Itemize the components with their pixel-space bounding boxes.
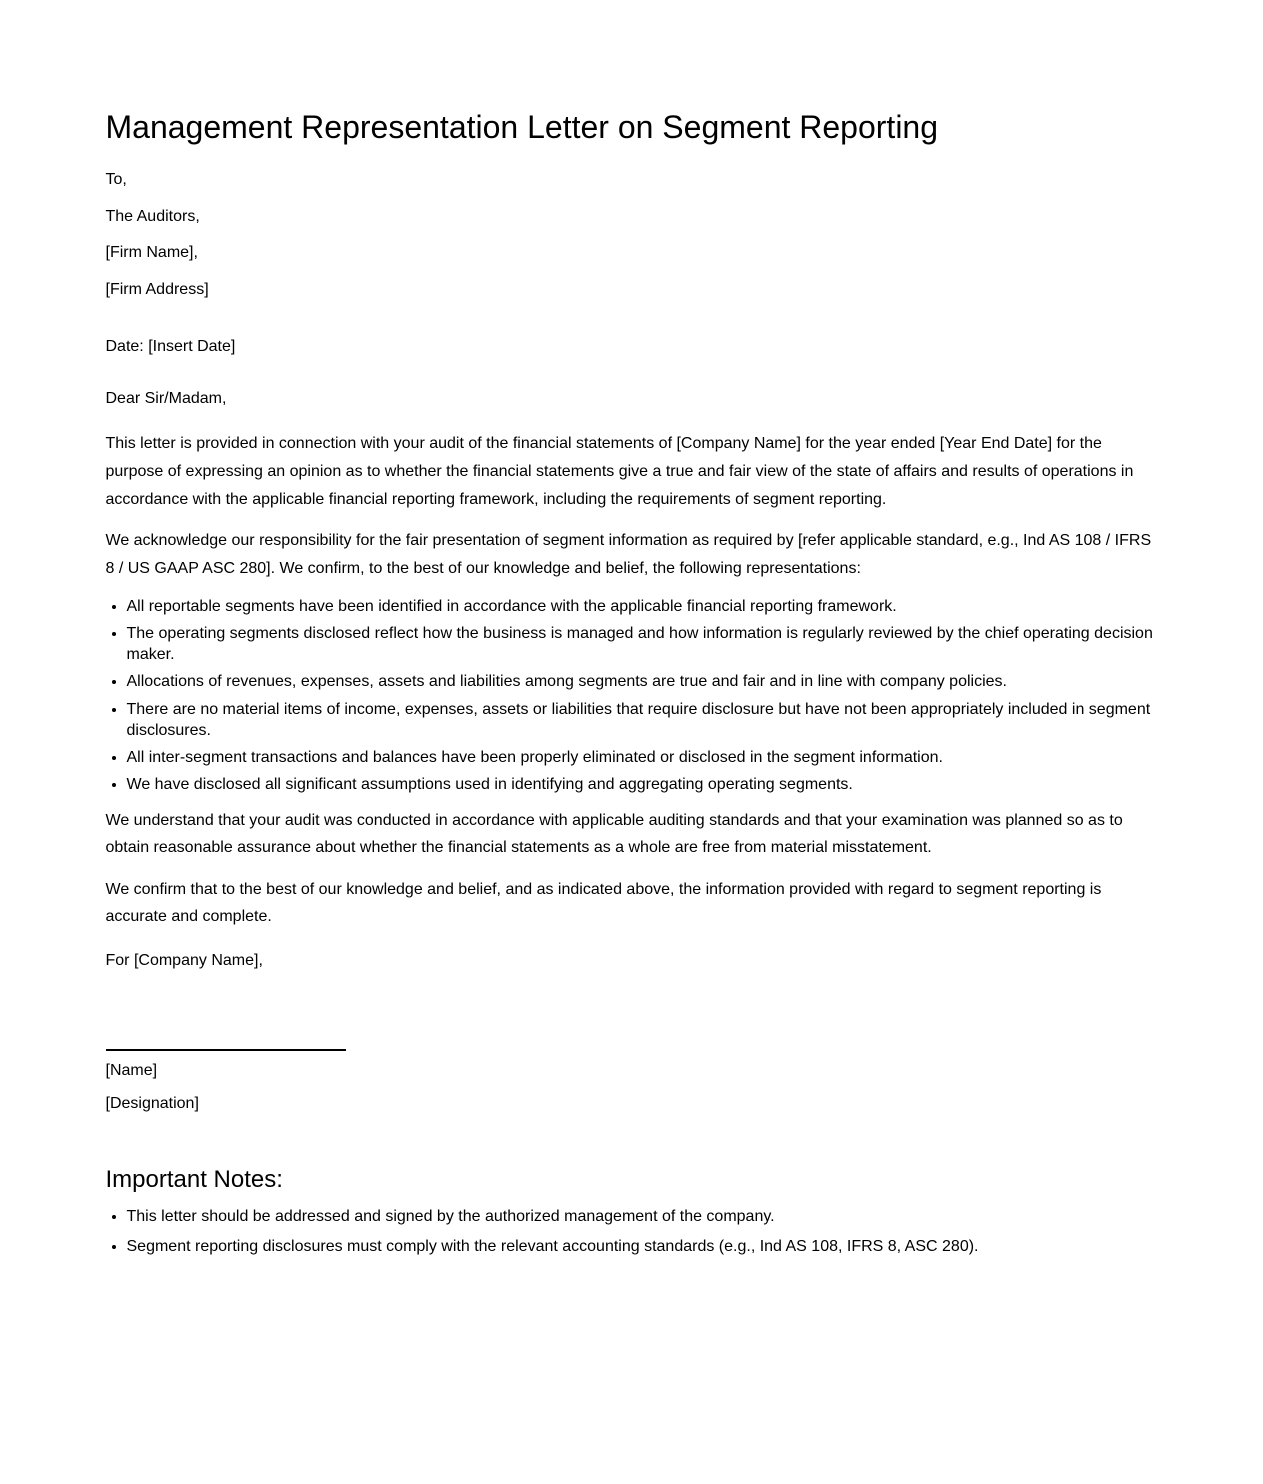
important-notes-list [106, 1206, 1158, 1257]
salutation: Dear Sir/Madam, [105, 389, 227, 407]
recipient-auditors-line: The Auditors, [105, 207, 200, 225]
representation-item: • There are no material items of income, expenses, assets or liabilities that require disclosure but have not been appropriately included in segment disclosures. [127, 699, 1158, 741]
representation-item: • All reportable segments have been identified in accordance with the applicable financial reporting framework. [127, 596, 1158, 617]
representation-item: • The operating segments disclosed reflect how the business is managed and how information is regularly reviewed by the chief operating decision maker. [127, 623, 1158, 665]
recipient-firm-address-line: [Firm Address] [105, 280, 209, 298]
confirmation-paragraph: We confirm that to the best of our knowledge and belief, and as indicated above, the information provided with regard to segment reporting is accurate and complete. [105, 880, 1102, 926]
signatory-designation-placeholder: [Designation] [105, 1095, 199, 1113]
note-item: • This letter should be addressed and signed by the authorized management of the company. [127, 1206, 1158, 1227]
date-line: Date: [Insert Date] [105, 338, 236, 356]
recipient-to-line: To, [105, 171, 127, 189]
representation-item: • Allocations of revenues, expenses, assets and liabilities among segments are true and fair and in line with company policies. [127, 671, 1158, 692]
intro-paragraph: This letter is provided in connection with your audit of the financial statements of [Company Name] for the year ended [Year End Date] for the purpose of expressing an opinion as to whether the financial statements give a true and fair view of the state of affairs and results of operations in accordance with the applicable financial reporting framework, including the requirements of segment reporting. [105, 435, 1134, 508]
important-notes-heading: Important Notes: [105, 1165, 283, 1193]
signatory-name-placeholder: [Name] [105, 1061, 158, 1079]
note-item: • Segment reporting disclosures must comply with the relevant accounting standards (e.g., Ind AS 108, IFRS 8, ASC 280). [127, 1236, 1158, 1257]
acknowledgement-paragraph: We acknowledge our responsibility for the fair presentation of segment information as required by [refer applicable standard, e.g., Ind AS 108 / IFRS 8 / US GAAP ASC 280]. We confirm, to the best of our knowledge and belief, the following representations: [105, 532, 1152, 577]
letter-page [106, 0, 1158, 1484]
representations-list [106, 596, 1158, 795]
for-company-line: For [Company Name], [105, 952, 263, 969]
page-title: Management Representation Letter on Segment Reporting [105, 109, 939, 145]
understanding-paragraph: We understand that your audit was conducted in accordance with applicable auditing standards and that your examination was planned so as to obtain reasonable assurance about whether the financial statements as a whole are free from material misstatement. [105, 811, 1123, 857]
representation-item: • All inter-segment transactions and balances have been properly eliminated or disclosed in the segment information. [127, 747, 1158, 768]
signature-line [106, 1049, 346, 1051]
recipient-address-block [106, 166, 1158, 303]
recipient-firm-name-line: [Firm Name], [105, 244, 198, 262]
representation-item: • We have disclosed all significant assumptions used in identifying and aggregating operating segments. [127, 774, 1158, 795]
